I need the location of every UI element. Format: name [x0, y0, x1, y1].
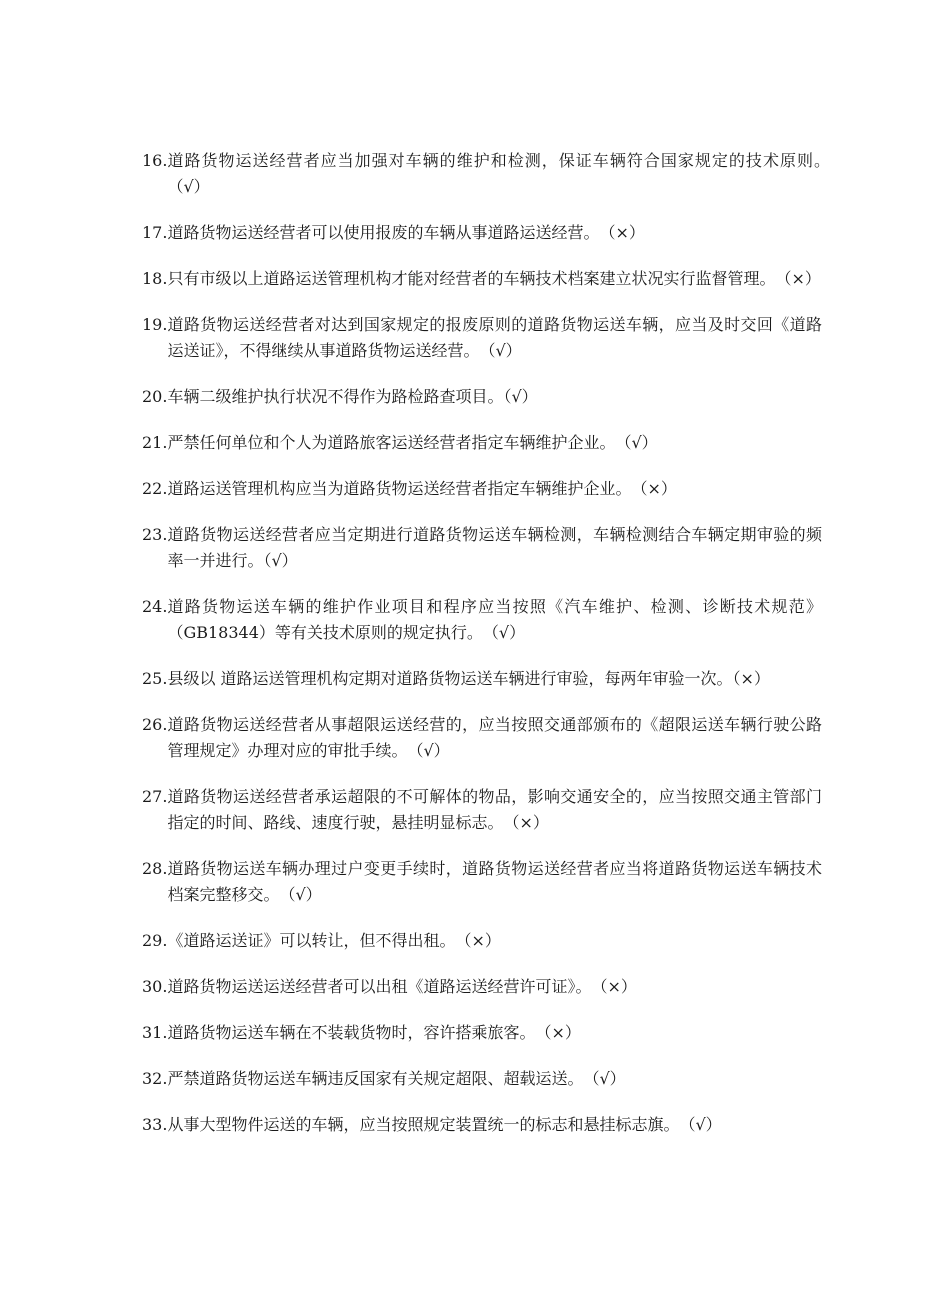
item-text: 道路货物运送经营者应当定期进行道路货物运送车辆检测，车辆检测结合车辆定期审验的频率一并进行。（√） [167, 525, 822, 570]
list-item [142, 784, 822, 836]
item-number: 25. [142, 669, 168, 688]
item-number: 17. [142, 223, 168, 242]
item-number: 16. [142, 151, 168, 170]
list-item [142, 974, 822, 1000]
item-text: 道路运送管理机构应当为道路货物运送经营者指定车辆维护企业。 （×） [167, 479, 677, 498]
item-text: 道路货物运送经营者承运超限的不可解体的物品，影响交通安全的，应当按照交通主管部门指定的时间、路线、速度行驶，悬挂明显标志。 （×） [167, 787, 822, 832]
item-number: 22. [142, 479, 168, 498]
item-text: 严禁道路货物运送车辆违反国家有关规定超限、超载运送。 （√） [167, 1069, 626, 1088]
item-number: 21. [142, 433, 168, 452]
item-text: 严禁任何单位和个人为道路旅客运送经营者指定车辆维护企业。 （√） [167, 433, 658, 452]
item-number: 20. [142, 387, 168, 406]
list-item [142, 1020, 822, 1046]
item-number: 30. [142, 977, 168, 996]
item-number: 33. [142, 1115, 168, 1134]
list-item [142, 712, 822, 764]
item-number: 29. [142, 931, 168, 950]
list-item [142, 594, 822, 646]
item-text: 道路货物运送车辆的维护作业项目和程序应当按照《汽车维护、检测、诊断技术规范》（GB18344）等有关技术原则的规定执行。 （√） [167, 597, 822, 642]
item-text: 车辆二级维护执行状况不得作为路检路查项目。（√） [167, 387, 538, 406]
item-number: 31. [142, 1023, 168, 1042]
list-item [142, 666, 822, 692]
item-text: 道路货物运送运送经营者可以出租《道路运送经营许可证》。 （×） [167, 977, 637, 996]
list-item [142, 856, 822, 908]
item-text: 道路货物运送经营者应当加强对车辆的维护和检测，保证车辆符合国家规定的技术原则。 （√） [167, 151, 839, 196]
item-number: 27. [142, 787, 168, 806]
list-item [142, 928, 822, 954]
item-number: 26. [142, 715, 168, 734]
list-item [142, 1112, 822, 1138]
item-number: 28. [142, 859, 168, 878]
item-text: 道路货物运送经营者从事超限运送经营的，应当按照交通部颁布的《超限运送车辆行驶公路管理规定》办理对应的审批手续。 （√） [167, 715, 822, 760]
list-item [142, 312, 822, 364]
item-text: 县级以 道路运送管理机构定期对道路货物运送车辆进行审验，每两年审验一次。（×） [167, 669, 770, 688]
item-number: 32. [142, 1069, 168, 1088]
item-number: 23. [142, 525, 168, 544]
question-list [142, 148, 839, 1158]
list-item [142, 384, 822, 410]
list-item [142, 148, 839, 200]
list-item [142, 1066, 822, 1092]
list-item [142, 476, 822, 502]
item-text: 道路货物运送车辆办理过户变更手续时，道路货物运送经营者应当将道路货物运送车辆技术档案完整移交。 （√） [167, 859, 822, 904]
list-item [142, 220, 822, 246]
list-item [142, 430, 822, 456]
item-text: 只有市级以上道路运送管理机构才能对经营者的车辆技术档案建立状况实行监督管理。 （×） [167, 269, 821, 288]
item-text: 道路货物运送车辆在不装载货物时，容许搭乘旅客。 （×） [167, 1023, 581, 1042]
item-text: 道路货物运送经营者对达到国家规定的报废原则的道路货物运送车辆，应当及时交回《道路运送证》，不得继续从事道路货物运送经营。 （√） [167, 315, 822, 360]
list-item [142, 522, 822, 574]
list-item [142, 266, 822, 292]
item-number: 24. [142, 597, 168, 616]
item-text: 道路货物运送经营者可以使用报废的车辆从事道路运送经营。 （×） [167, 223, 645, 242]
item-text: 从事大型物件运送的车辆，应当按照规定装置统一的标志和悬挂标志旗。 （√） [167, 1115, 722, 1134]
item-text: 《道路运送证》可以转让，但不得出租。 （×） [167, 931, 501, 950]
item-number: 18. [142, 269, 168, 288]
item-number: 19. [142, 315, 168, 334]
